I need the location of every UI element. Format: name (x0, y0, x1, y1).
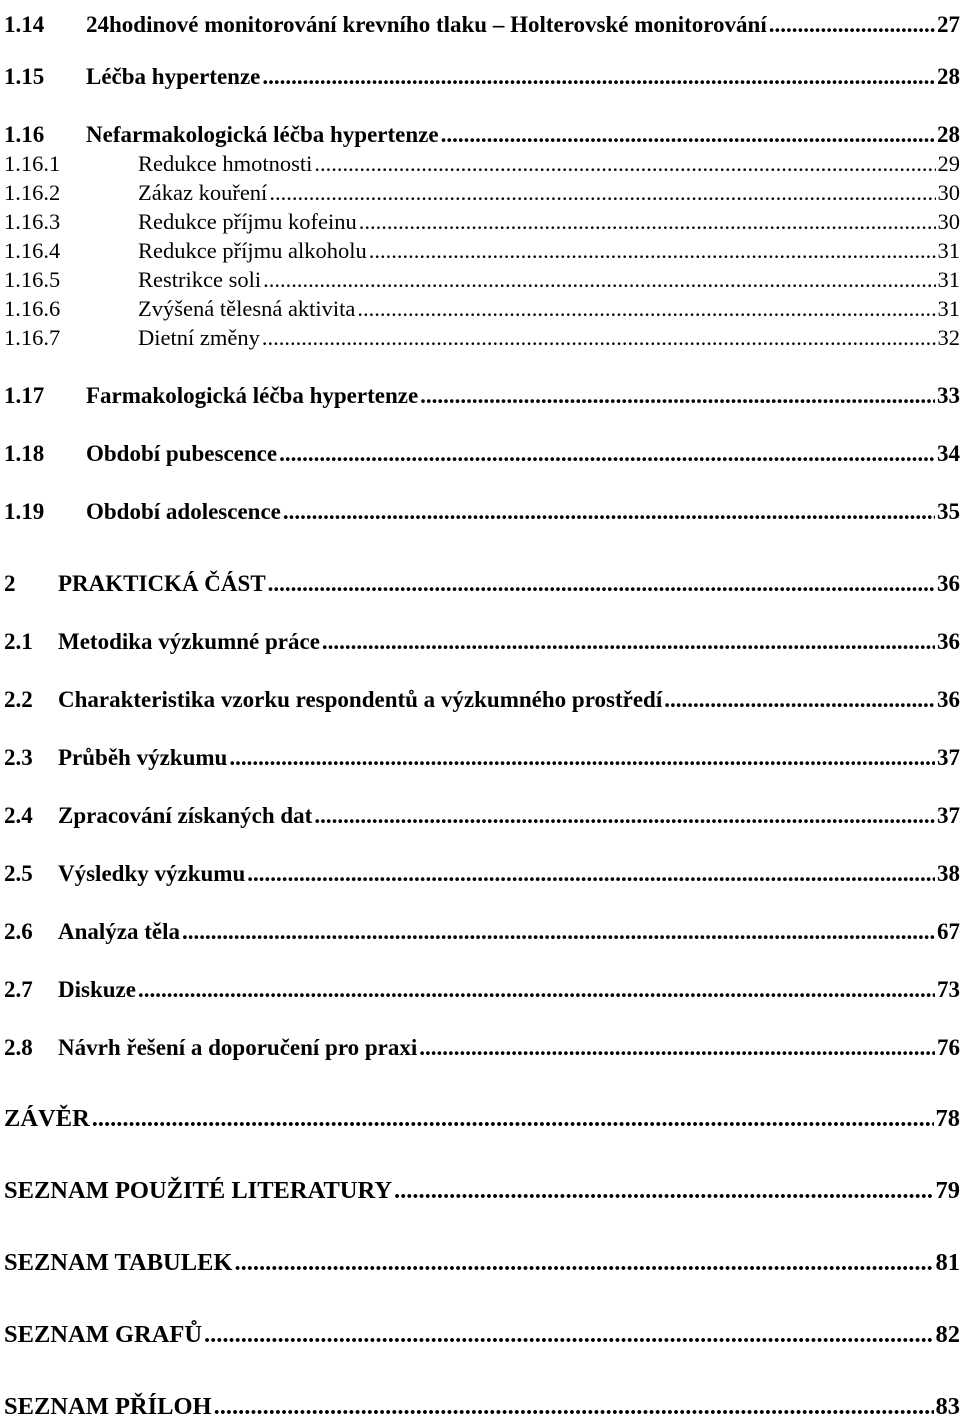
toc-entry-title: Výsledky výzkumu (58, 861, 246, 886)
toc-entry-title: Zpracování získaných dat (58, 803, 313, 828)
toc-entry[interactable] (4, 1385, 960, 1419)
toc-dot-leader (214, 1395, 934, 1420)
toc-entry-page: 36 (937, 687, 960, 712)
toc-entry-title: PRAKTICKÁ ČÁST (58, 571, 266, 596)
toc-entry-number: 2.7 (4, 977, 33, 1002)
toc-entry-page: 79 (935, 1176, 960, 1204)
toc-entry[interactable] (4, 489, 960, 523)
toc-entry-title: Léčba hypertenze (86, 64, 261, 89)
toc-entry[interactable] (4, 735, 960, 769)
toc-entry-number: 1.16 (4, 122, 45, 147)
toc-entry-page: 83 (935, 1392, 960, 1420)
toc-entry-title: Charakteristika vzorku respondentů a výzkumného prostředí (58, 687, 663, 712)
toc-entry-title: Farmakologická léčba hypertenze (86, 383, 419, 408)
toc-entry-number: 1.16.3 (4, 208, 61, 234)
toc-entry[interactable] (4, 1241, 960, 1275)
toc-dot-leader (262, 65, 935, 88)
toc-entry-page: 82 (935, 1320, 960, 1348)
toc-dot-leader (419, 1036, 935, 1059)
toc-entry-title: SEZNAM POUŽITÉ LITERATURY (4, 1176, 393, 1204)
toc-entry-page: 28 (937, 64, 960, 89)
toc-entry-page: 37 (937, 803, 960, 828)
toc-entry-title: Redukce hmotnosti (138, 150, 313, 176)
toc-entry-page: 30 (937, 179, 960, 205)
toc-entry-page: 35 (937, 499, 960, 524)
toc-entry[interactable] (4, 909, 960, 943)
toc-entry-number: 1.19 (4, 499, 45, 524)
toc-entry-number: 1.16.2 (4, 179, 61, 205)
toc-entry-title: Období adolescence (86, 499, 281, 524)
toc-entry-number: 2.3 (4, 745, 33, 770)
toc-entry-number: 2.5 (4, 861, 33, 886)
toc-entry-page: 37 (937, 745, 960, 770)
toc-entry-title: Diskuze (58, 977, 136, 1002)
toc-entry-title: SEZNAM GRAFŮ (4, 1320, 203, 1348)
toc-entry-number: 2.4 (4, 803, 33, 828)
toc-entry[interactable] (4, 2, 960, 36)
toc-dot-leader (394, 1179, 933, 1204)
toc-entry-title: Nefarmakologická léčba hypertenze (86, 122, 439, 147)
toc-dot-leader (182, 920, 935, 943)
toc-dot-leader (262, 327, 936, 350)
toc-entry-title: Analýza těla (58, 919, 181, 944)
toc-entry-number: 1.17 (4, 383, 45, 408)
toc-entry[interactable] (4, 677, 960, 711)
toc-entry-page: 27 (937, 12, 960, 37)
toc-entry[interactable] (4, 1169, 960, 1203)
toc-dot-leader (769, 13, 935, 36)
toc-entry-title: 24hodinové monitorování krevního tlaku – Holterovské monitorování (86, 12, 767, 37)
toc-entry-page: 34 (937, 441, 960, 466)
toc-entry-number: 2.6 (4, 919, 33, 944)
toc-entry-number: 2.2 (4, 687, 33, 712)
toc-entry-number: 1.16.6 (4, 295, 61, 321)
toc-entry-page: 78 (935, 1104, 960, 1132)
toc-entry-title: SEZNAM PŘÍLOH (4, 1392, 212, 1420)
toc-dot-leader (314, 804, 935, 827)
toc-dot-leader (229, 746, 935, 769)
toc-entry-page: 36 (937, 629, 960, 654)
toc-entry-number: 1.18 (4, 441, 45, 466)
toc-entry-page: 67 (937, 919, 960, 944)
toc-dot-leader (247, 862, 935, 885)
toc-entry[interactable] (4, 851, 960, 885)
toc-dot-leader (664, 688, 935, 711)
toc-entry-page: 31 (937, 295, 960, 321)
toc-entry-number: 1.16.1 (4, 150, 61, 176)
toc-entry-page: 36 (937, 571, 960, 596)
toc-entry-page: 31 (937, 266, 960, 292)
toc-entry-page: 81 (935, 1248, 960, 1276)
toc-entry-title: SEZNAM TABULEK (4, 1248, 233, 1276)
toc-entry-number: 2 (4, 571, 16, 596)
toc-dot-leader (235, 1251, 934, 1276)
toc-entry-page: 32 (937, 324, 960, 350)
toc-entry[interactable] (4, 1025, 960, 1059)
toc-entry[interactable] (4, 431, 960, 465)
toc-entry-title: Zákaz kouření (138, 179, 268, 205)
toc-entry-page: 29 (937, 150, 960, 176)
toc-dot-leader (92, 1107, 934, 1132)
toc-entry-title: Restrikce soli (138, 266, 262, 292)
toc-entry-page: 38 (937, 861, 960, 886)
toc-entry-number: 1.16.7 (4, 324, 61, 350)
toc-entry-number: 2.8 (4, 1035, 33, 1060)
toc-entry-page: 76 (937, 1035, 960, 1060)
toc-entry-page: 30 (937, 208, 960, 234)
toc-entry-number: 2.1 (4, 629, 33, 654)
toc-entry-page: 28 (937, 122, 960, 147)
toc-dot-leader (322, 630, 935, 653)
toc-entry-title: Období pubescence (86, 441, 278, 466)
toc-entry-title: Metodika výzkumné práce (58, 629, 320, 654)
toc-entry[interactable] (4, 1097, 960, 1131)
toc-dot-leader (204, 1323, 933, 1348)
toc-entry[interactable] (4, 54, 960, 88)
toc-entry-page: 73 (937, 977, 960, 1002)
toc-entry-number: 1.14 (4, 12, 45, 37)
toc-entry-number: 1.16.5 (4, 266, 61, 292)
toc-dot-leader (138, 978, 935, 1001)
toc-dot-leader (283, 500, 935, 523)
toc-entry-title: Redukce příjmu kofeinu (138, 208, 357, 234)
toc-entry-page: 31 (937, 237, 960, 263)
toc-entry-title: Průběh výzkumu (58, 745, 228, 770)
toc-entry[interactable] (4, 373, 960, 407)
toc-entry-title: Zvýšená tělesná aktivita (138, 295, 356, 321)
toc-entry[interactable] (4, 793, 960, 827)
toc-entry[interactable] (4, 967, 960, 1001)
toc-entry-title: Redukce příjmu alkoholu (138, 237, 367, 263)
toc-entry-title: Návrh řešení a doporučení pro praxi (58, 1035, 418, 1060)
toc-entry[interactable] (4, 1313, 960, 1347)
toc-entry[interactable] (4, 561, 960, 595)
toc-entry-title: ZÁVĚR (4, 1104, 90, 1132)
toc-dot-leader (279, 442, 935, 465)
toc-entry[interactable] (4, 315, 960, 349)
toc-dot-leader (268, 572, 935, 595)
toc-entry[interactable] (4, 619, 960, 653)
toc-entry-number: 1.15 (4, 64, 45, 89)
toc-entry-number: 1.16.4 (4, 237, 61, 263)
toc-entry-title: Dietní změny (138, 324, 260, 350)
toc-entry-page: 33 (937, 383, 960, 408)
toc-dot-leader (420, 384, 935, 407)
